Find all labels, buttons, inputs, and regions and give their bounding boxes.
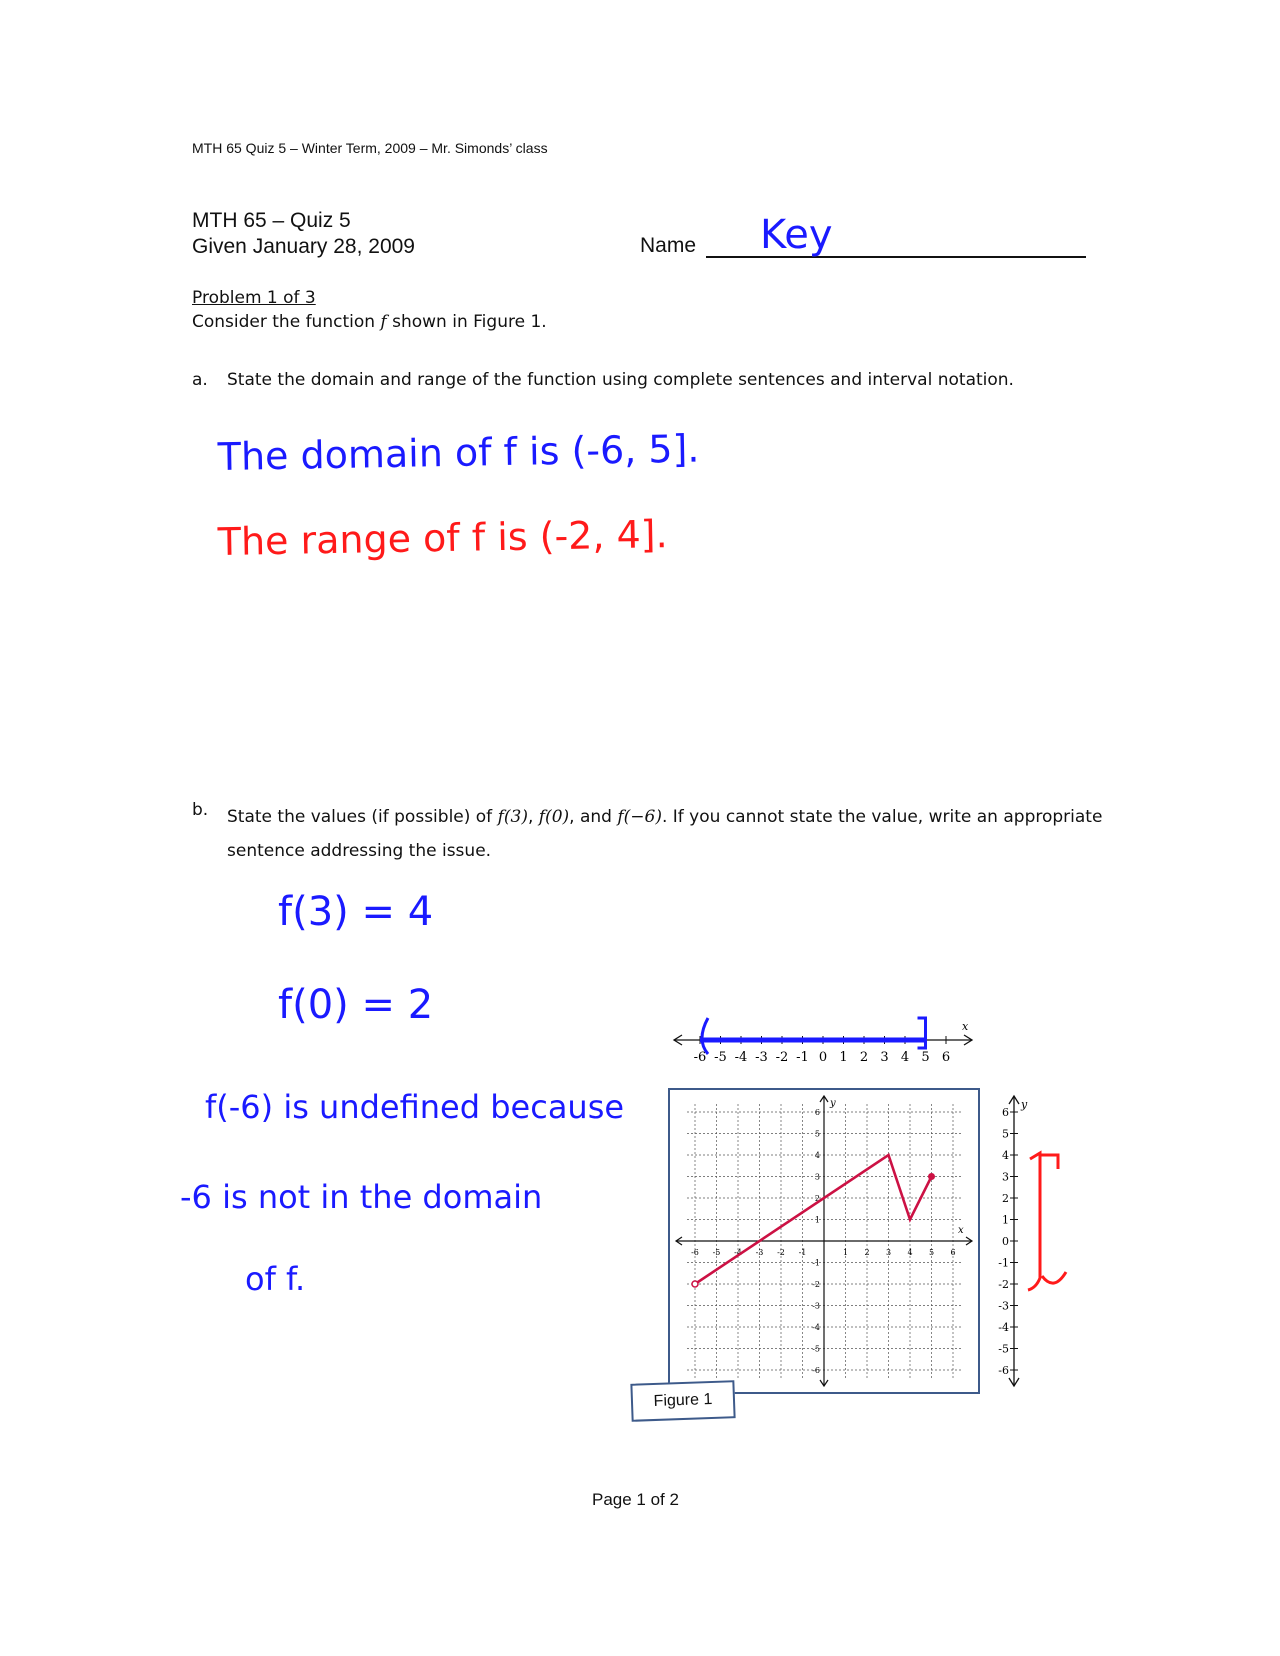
name-value: Key xyxy=(760,212,833,258)
x-tick-label: -1 xyxy=(798,1248,807,1257)
y-tick-label: -1 xyxy=(812,1258,820,1268)
y-tick-label: -5 xyxy=(812,1344,820,1354)
number-line-tick-label: 0 xyxy=(818,1050,828,1065)
x-tick-label: 3 xyxy=(885,1248,892,1257)
domain-open-bracket xyxy=(702,1018,708,1054)
number-line-tick-label: -6 xyxy=(693,1050,707,1065)
number-line-tick-label: 2 xyxy=(1002,1192,1009,1205)
y-tick-label: 5 xyxy=(814,1129,820,1139)
function-graph xyxy=(668,1088,980,1394)
number-line-tick-label: -3 xyxy=(755,1050,768,1065)
number-line-tick-label: -6 xyxy=(998,1364,1009,1377)
x-tick-label: 5 xyxy=(928,1248,935,1257)
number-line-tick-label: 6 xyxy=(1002,1106,1009,1119)
part-b-letter: b. xyxy=(192,800,209,820)
y-tick-label: -6 xyxy=(812,1366,820,1375)
number-line-tick-label: 1 xyxy=(839,1050,848,1065)
number-line-x-label: x xyxy=(962,1020,969,1033)
range-open-bracket-bottom xyxy=(1042,1272,1066,1283)
y-tick-label: 2 xyxy=(814,1194,820,1203)
expr-f0: f(0) xyxy=(538,807,570,827)
number-line-tick-label: 0 xyxy=(1002,1235,1009,1248)
y-tick-label: -2 xyxy=(812,1280,820,1289)
expr-f3: f(3) xyxy=(497,807,528,827)
range-number-line xyxy=(990,1088,1080,1394)
x-tick-label: 2 xyxy=(864,1248,870,1257)
page-footer: Page 1 of 2 xyxy=(592,1490,679,1509)
number-line-tick-label: 6 xyxy=(941,1050,951,1065)
number-line-tick-label: 5 xyxy=(1002,1127,1009,1141)
problem-title: Problem 1 of 3 xyxy=(192,288,316,308)
quiz-title-line1: MTH 65 – Quiz 5 xyxy=(192,209,351,232)
y-tick-label: 1 xyxy=(814,1215,820,1225)
part-a-question: State the domain and range of the function using complete sentences and interval notation. xyxy=(227,370,1014,390)
function-symbol: f xyxy=(380,312,387,332)
x-tick-label: -3 xyxy=(755,1248,764,1257)
and-text: , and xyxy=(569,807,618,827)
problem-intro-after: shown in Figure 1. xyxy=(386,312,547,332)
x-tick-label: 4 xyxy=(907,1248,913,1257)
figure-label: Figure 1 xyxy=(630,1380,735,1422)
domain-closed-bracket xyxy=(918,1018,926,1048)
x-tick-label: 1 xyxy=(842,1248,849,1257)
x-tick-label: 6 xyxy=(950,1248,956,1257)
y-tick-label: -3 xyxy=(812,1301,820,1311)
range-answer: The range of f is (-2, 4]. xyxy=(217,512,668,564)
open-endpoint xyxy=(692,1281,698,1287)
range-closed-bracket-top xyxy=(1040,1155,1058,1169)
domain-answer: The domain of f is (-6, 5]. xyxy=(217,426,700,479)
part-a-letter: a. xyxy=(192,370,208,390)
number-line-y-label: y xyxy=(1021,1098,1028,1111)
number-line-tick-label: 1 xyxy=(1002,1213,1009,1227)
y-axis-label: y xyxy=(830,1098,836,1109)
number-line-tick-label: 3 xyxy=(1002,1170,1009,1184)
number-line-tick-label: -2 xyxy=(775,1050,789,1065)
f-neg6-answer-line2: -6 is not in the domain xyxy=(180,1178,543,1216)
y-tick-label: 4 xyxy=(814,1151,820,1160)
name-label: Name xyxy=(640,234,697,257)
number-line-tick-label: -3 xyxy=(998,1299,1009,1313)
y-tick-label: -4 xyxy=(812,1323,820,1332)
number-line-tick-label: -1 xyxy=(796,1050,809,1065)
x-tick-label: -4 xyxy=(734,1248,742,1257)
range-bracket-left xyxy=(1028,1153,1040,1290)
expr-f-neg6: f(−6) xyxy=(617,807,662,827)
y-tick-label: 3 xyxy=(814,1172,820,1182)
closed-endpoint xyxy=(928,1173,935,1180)
x-tick-label: -5 xyxy=(712,1248,721,1257)
number-line-tick-label: -5 xyxy=(998,1342,1009,1356)
domain-number-line xyxy=(670,1010,990,1078)
number-line-tick-label: 4 xyxy=(1002,1149,1009,1162)
number-line-tick-label: -4 xyxy=(998,1321,1009,1334)
part-b-question-after: . If you cannot state the value, write an appropriate sentence addressing the issue. xyxy=(227,807,1103,861)
page-header: MTH 65 Quiz 5 – Winter Term, 2009 – Mr. Simonds’ class xyxy=(192,140,548,156)
number-line-tick-label: -5 xyxy=(714,1050,727,1065)
f0-answer: f(0) = 2 xyxy=(278,982,434,1028)
f-neg6-answer-line3: of f. xyxy=(245,1260,306,1298)
number-line-tick-label: -2 xyxy=(998,1278,1009,1291)
number-line-tick-label: 5 xyxy=(921,1050,930,1065)
f-neg6-answer-line1: f(-6) is undefined because xyxy=(205,1088,625,1126)
x-tick-label: -6 xyxy=(691,1248,699,1257)
problem-intro-before: Consider the function xyxy=(192,312,381,332)
part-b-question: State the values (if possible) of f(3), f(0), and f(−6). If you cannot state the value, write an appropriate sentence addressing the issue. xyxy=(227,807,1103,861)
f3-answer: f(3) = 4 xyxy=(278,889,434,935)
number-line-tick-label: -1 xyxy=(998,1256,1009,1270)
part-b-question-before: State the values (if possible) of xyxy=(227,807,498,827)
x-tick-label: -2 xyxy=(777,1248,785,1257)
number-line-tick-label: 2 xyxy=(859,1050,869,1065)
quiz-title-line2: Given January 28, 2009 xyxy=(192,235,415,258)
y-tick-label: 6 xyxy=(814,1108,820,1117)
number-line-tick-label: 3 xyxy=(880,1050,889,1065)
x-axis-label: x xyxy=(958,1225,964,1236)
number-line-tick-label: 4 xyxy=(900,1050,910,1065)
number-line-tick-label: -4 xyxy=(734,1050,748,1065)
